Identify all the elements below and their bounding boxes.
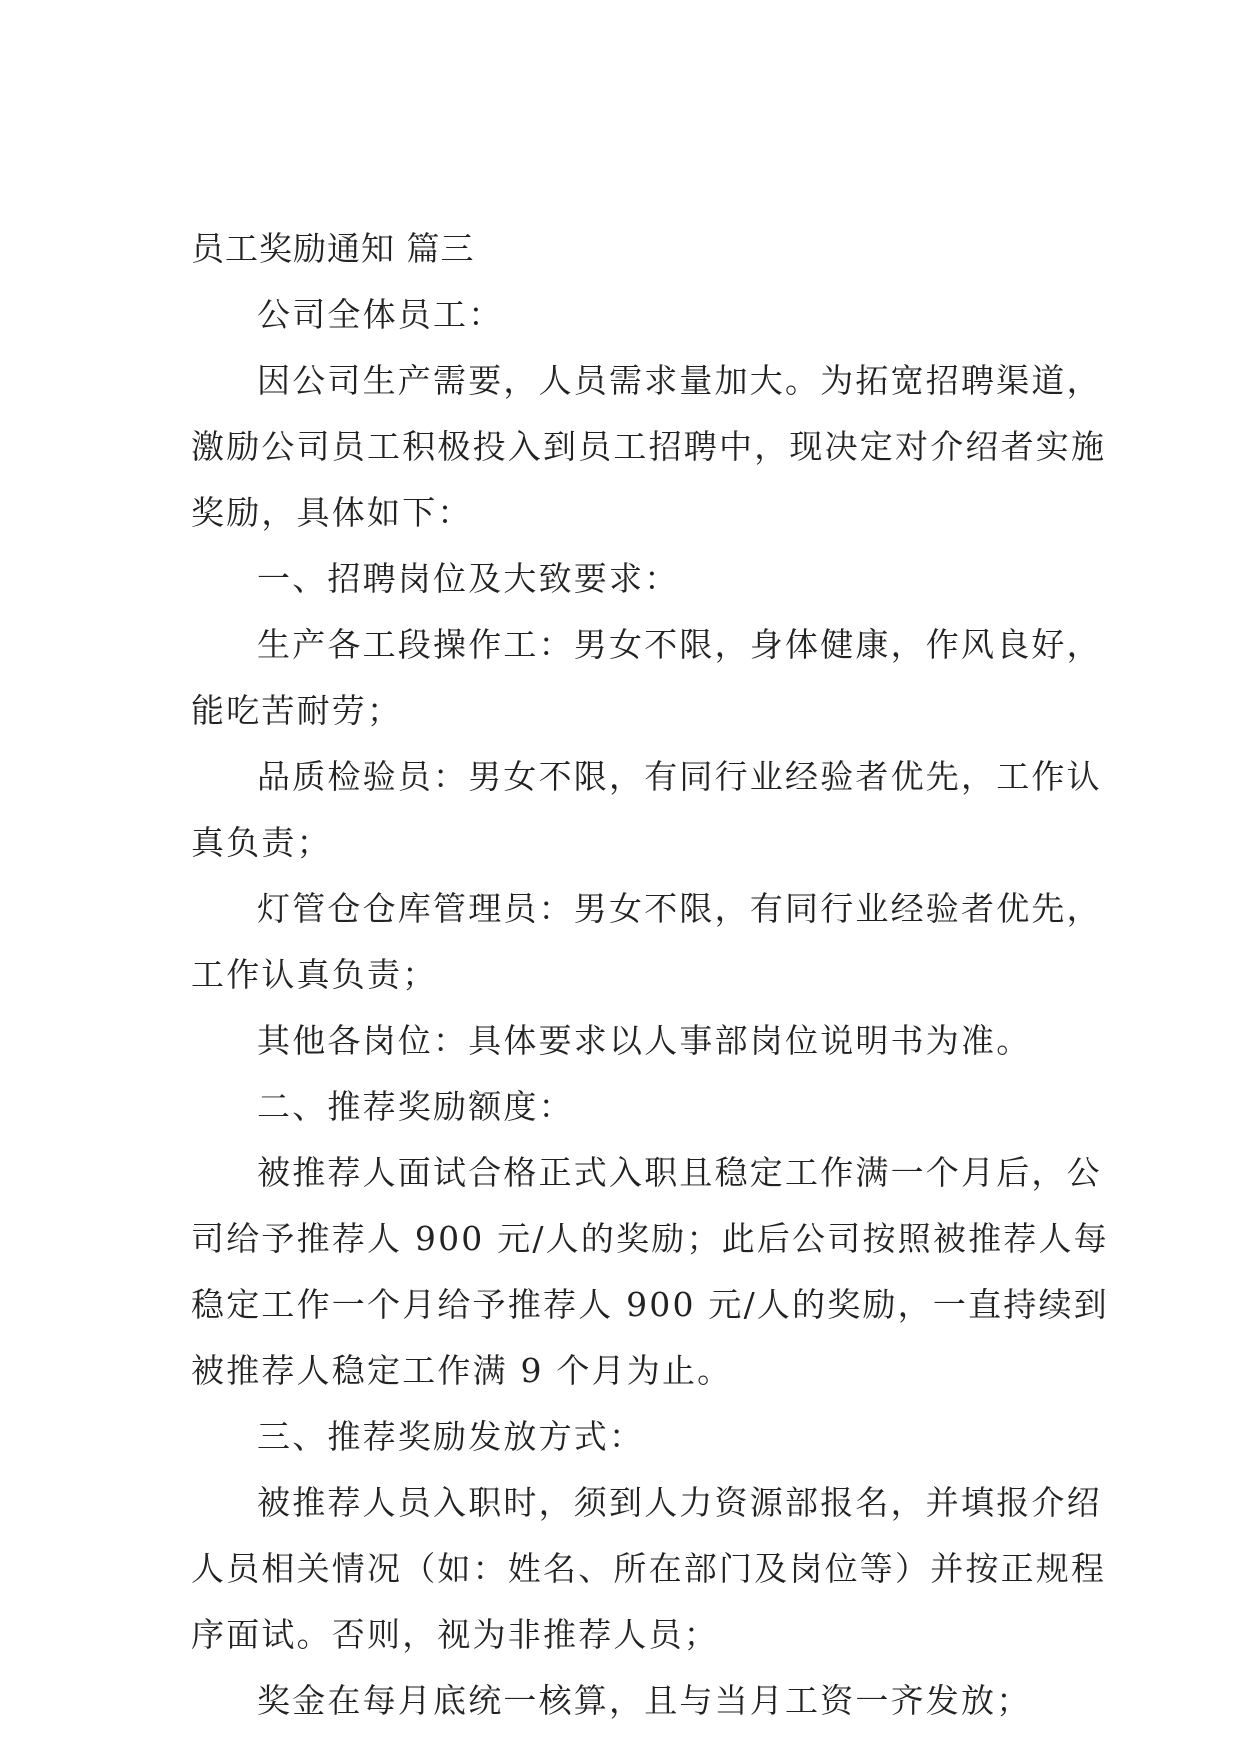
text-line: 人员相关情况（如：姓名、所在部门及岗位等）并按正规程 — [191, 1549, 1107, 1588]
text-line: 公司全体员工： — [257, 295, 504, 334]
text-line: 奖金在每月底统一核算，且与当月工资一齐发放； — [257, 1681, 1032, 1720]
document-body — [191, 216, 1109, 1734]
text-line: 稳定工作一个月给予推荐人 900 元/人的奖励，一直持续到 — [191, 1285, 1109, 1324]
text-line: 能吃苦耐劳； — [191, 691, 403, 730]
text-line: 被推荐人稳定工作满 9 个月为止。 — [191, 1351, 733, 1390]
text-line: 激励公司员工积极投入到员工招聘中，现决定对介绍者实施 — [191, 427, 1107, 466]
text-line: 序面试。否则，视为非推荐人员； — [191, 1615, 719, 1654]
text-line: 一、招聘岗位及大致要求： — [257, 559, 680, 598]
text-line: 奖励，具体如下： — [191, 493, 473, 532]
text-line: 三、推荐奖励发放方式： — [257, 1417, 645, 1456]
text-line: 被推荐人员入职时，须到人力资源部报名，并填报介绍 — [257, 1483, 1102, 1522]
text-line: 真负责； — [191, 823, 332, 862]
text-line: 二、推荐奖励额度： — [257, 1087, 574, 1126]
text-line: 被推荐人面试合格正式入职且稳定工作满一个月后，公 — [257, 1153, 1102, 1192]
text-line: 其他各岗位：具体要求以人事部岗位说明书为准。 — [257, 1021, 1032, 1060]
document-title: 员工奖励通知 篇三 — [191, 229, 475, 268]
document-lines — [191, 282, 1109, 1734]
text-line: 生产各工段操作工：男女不限，身体健康，作风良好， — [257, 625, 1102, 664]
text-line: 因公司生产需要，人员需求量加大。为拓宽招聘渠道， — [257, 361, 1102, 400]
text-line: 灯管仓仓库管理员：男女不限，有同行业经验者优先， — [257, 889, 1102, 928]
text-line: 司给予推荐人 900 元/人的奖励；此后公司按照被推荐人每 — [191, 1219, 1109, 1258]
text-line: 品质检验员：男女不限，有同行业经验者优先，工作认 — [257, 757, 1102, 796]
text-line: 工作认真负责； — [191, 955, 438, 994]
